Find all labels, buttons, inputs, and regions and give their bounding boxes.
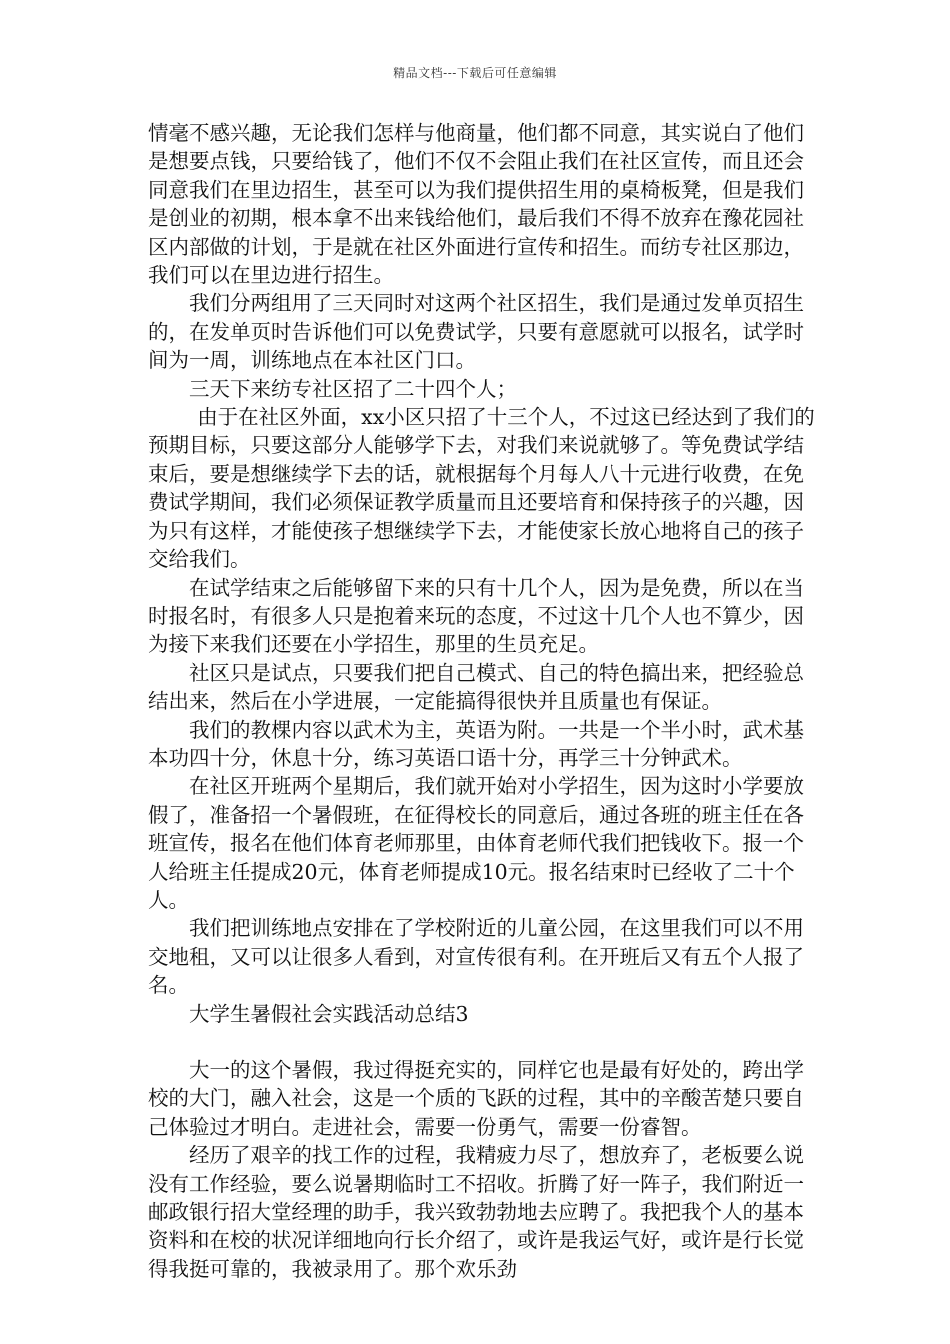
document-body [148,119,818,1283]
page-header: 精品文档---下载后可任意编辑 [393,66,557,80]
paragraph: 三天下来纺专社区招了二十四个人； [189,376,517,401]
paragraph: 我们的教棵内容以武术为主，英语为附。一共是一个半小时，武术基本功四十分，休息十分，练习英语口语十分，再学三十分钟武术。 [148,717,804,770]
section-heading: 大学生暑假社会实践活动总结3 [189,1001,469,1026]
paragraph: 情毫不感兴趣，无论我们怎样与他商量，他们都不同意，其实说白了他们是想要点钱，只要给钱了，他们不仅不会阻止我们在社区宣传，而且还会同意我们在里边招生，甚至可以为我们提供招生用的桌椅板凳，但是我们是创业的初期，根本拿不出来钱给他们，最后我们不得不放弃在豫花园社区内部做的计划，于是就在社区外面进行宣传和招生。而纺专社区那边，我们可以在里边进行招生。 [148,121,804,288]
paragraph: 社区只是试点，只要我们把自己模式、自己的特色搞出来，把经验总结出来，然后在小学进展，一定能搞得很快并且质量也有保证。 [148,660,804,714]
blank-line [148,1028,818,1056]
paragraph: 大一的这个暑假，我过得挺充实的，同样它也是最有好处的，跨出学校的大门，融入社会，这是一个质的飞跃的过程，其中的辛酸苦楚只要自己体验过才明白。走进社会，需要一份勇气，需要一份睿智。 [148,1058,804,1139]
paragraph: 我们把训练地点安排在了学校附近的儿童公园，在这里我们可以不用交地租，又可以让很多人看到，对宣传很有利。在开班后又有五个人报了名。 [148,916,804,998]
paragraph: 我们分两组用了三天同时对这两个社区招生，我们是通过发单页招生的，在发单页时告诉他们可以免费试学，只要有意愿就可以报名，试学时间为一周，训练地点在本社区门口。 [148,291,804,373]
paragraph: 经历了艰辛的找工作的过程，我精疲力尽了，想放弃了，老板要么说没有工作经验，要么说暑期临时工不招收。折腾了好一阵子，我们附近一邮政银行招大堂经理的助手，我兴致勃勃地去应聘了。我把我个人的基本资料和在校的状况详细地向行长介绍了，或许是我运气好，或许是行长觉得我挺可靠的，我被录用了。那个欢乐劲 [148,1143,804,1281]
paragraph: 在社区开班两个星期后，我们就开始对小学招生，因为这时小学要放假了，准备招一个暑假班，在征得校长的同意后，通过各班的班主任在各班宣传，报名在他们体育老师那里，由体育老师代我们把钱收下。报一个人给班主任提成20元，体育老师提成10元。报名结束时已经收了二十个人。 [148,774,804,912]
paragraph: 由于在社区外面，xx小区只招了十三个人，不过这已经达到了我们的预期目标，只要这部分人能够学下去，对我们来说就够了。等免费试学结束后，要是想继续学下去的话，就根据每个月每人八十元进行收费，在免费试学期间，我们必须保证教学质量而且还要培育和保持孩子的兴趣，因为只有这样，才能使孩子想继续学下去，才能使家长放心地将自己的孩子交给我们。 [148,405,815,572]
paragraph: 在试学结束之后能够留下来的只有十几个人，因为是免费，所以在当时报名时，有很多人只是抱着来玩的态度，不过这十几个人也不算少，因为接下来我们还要在小学招生，那里的生员充足。 [148,575,804,657]
